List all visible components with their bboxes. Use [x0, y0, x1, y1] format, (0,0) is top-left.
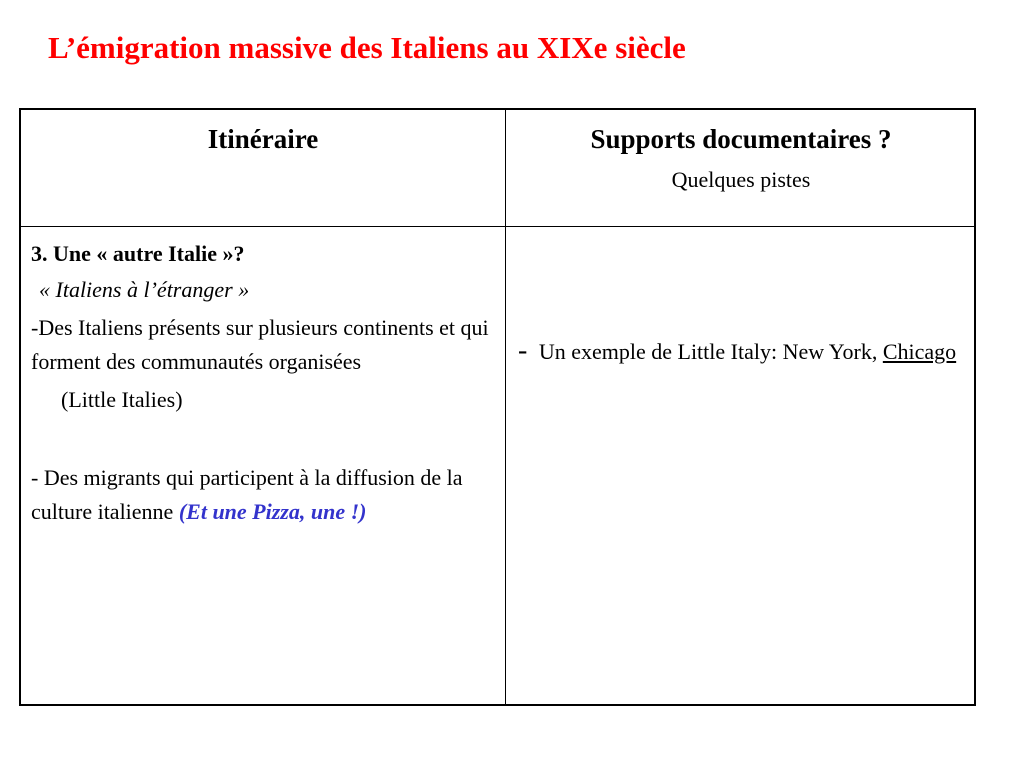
content-table: [19, 108, 976, 706]
header-cell-supports: [506, 110, 976, 226]
itineraire-cell: [21, 227, 505, 705]
point-little-italies: (Little Italies): [61, 387, 183, 412]
bullet-dash: -: [518, 335, 528, 366]
section-title: 3. Une « autre Italie »?: [31, 241, 245, 266]
header-sublabel-pistes: Quelques pistes: [671, 167, 811, 192]
chicago-link[interactable]: Chicago: [882, 339, 957, 364]
header-label-supports: Supports documentaires ?: [590, 124, 892, 154]
slide-title: L’émigration massive des Italiens au XIXe siècle: [48, 30, 686, 65]
section-subtitle: « Italiens à l’étranger »: [39, 277, 250, 302]
supports-cell: [506, 227, 976, 705]
point-communities: -Des Italiens présents sur plusieurs continents et qui forment des communautés organisées: [31, 315, 489, 374]
little-italy-example-text: Un exemple de Little Italy: New York,: [538, 339, 883, 364]
pizza-highlight: (Et une Pizza, une !): [178, 499, 367, 524]
point-culture-text: - Des migrants qui participent à la diffusion de la culture italienne: [31, 465, 463, 524]
point-culture: [31, 461, 495, 529]
header-cell-itineraire: [21, 110, 505, 226]
header-label-itineraire: Itinéraire: [207, 124, 319, 154]
